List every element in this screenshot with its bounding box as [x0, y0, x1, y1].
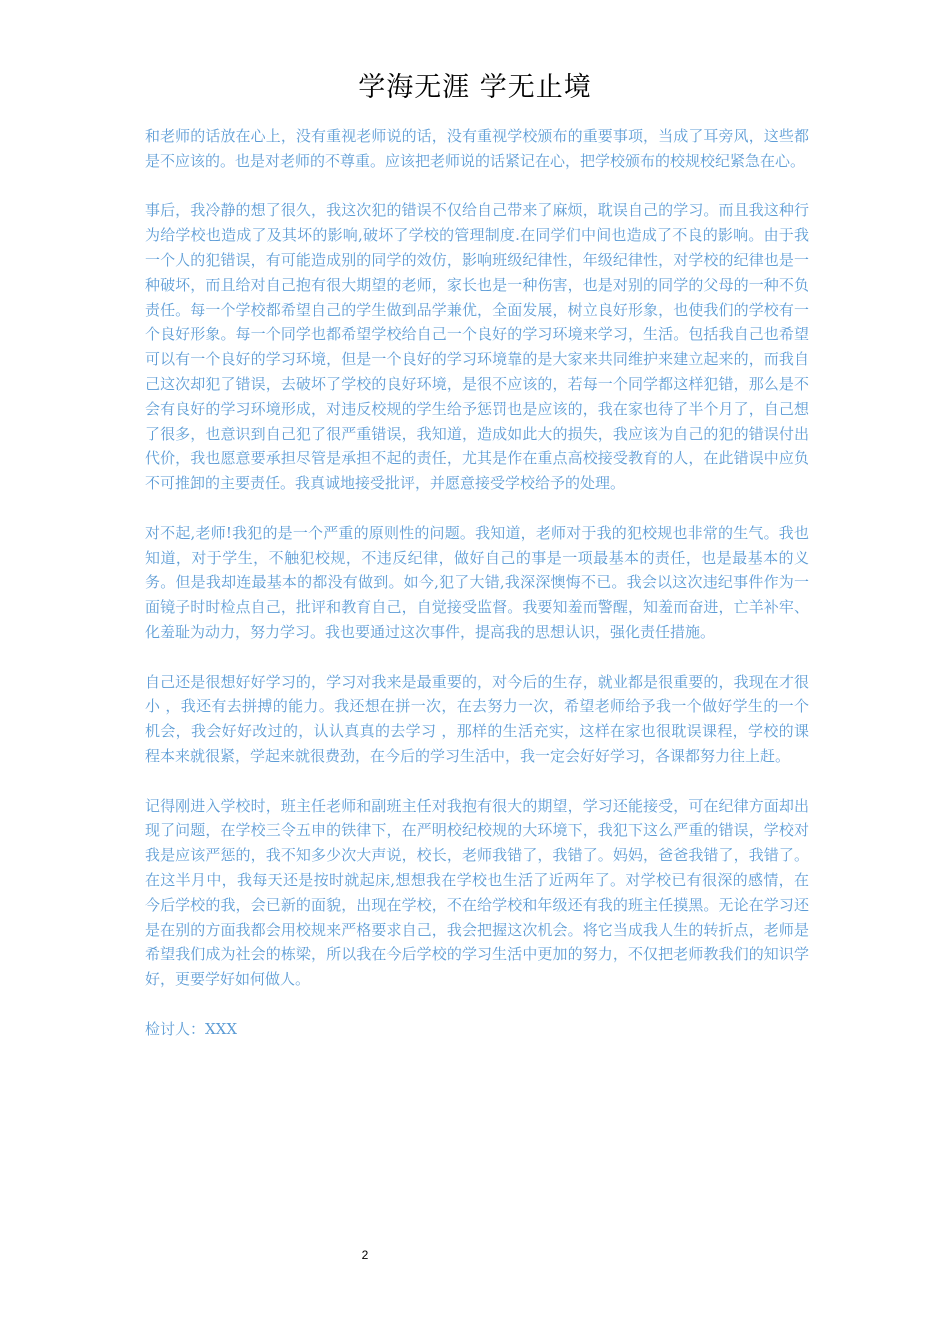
page-number: 2	[361, 1248, 369, 1262]
paragraph-3: 对不起,老师!我犯的是一个严重的原则性的问题。我知道，老师对于我的犯校规也非常的生气。我也知道，对于学生，不触犯校规，不违反纪律，做好自己的事是一项最基本的责任，也是最基本的义务。但是我却连最基本的都没有做到。如今,犯了大错,我深深懊悔不已。我会以这次违纪事件作为一面镜子时时检点自己，批评和教育自己，自觉接受监督。我要知羞而警醒，知羞而奋进，亡羊补牢、化羞耻为动力，努力学习。我也要通过这次事件，提高我的思想认识，强化责任措施。	[145, 523, 809, 641]
document-body	[145, 124, 809, 1041]
paragraph-5: 记得刚进入学校时，班主任老师和副班主任对我抱有很大的期望，学习还能接受，可在纪律方面却出现了问题，在学校三令五申的铁律下，在严明校纪校规的大环境下，我犯下这么严重的错误，学校对我是应该严惩的，我不知多少次大声说，校长，老师我错了，我错了。妈妈，爸爸我错了，我错了。在这半月中，我每天还是按时就起床,想想我在学校也生活了近两年了。对学校已有很深的感情，在今后学校的我，会已新的面貌，出现在学校，不在给学校和年级还有我的班主任摸黑。无论在学习还是在别的方面我都会用校规来严格要求自己，我会把握这次机会。将它当成我人生的转折点，老师是希望我们成为社会的栋梁，所以我在今后学校的学习生活中更加的努力，不仅把老师教我们的知识学好，更要学好如何做人。	[145, 796, 809, 989]
paragraph-2: 事后，我冷静的想了很久，我这次犯的错误不仅给自己带来了麻烦，耽误自己的学习。而且我这种行为给学校也造成了及其坏的影响,破坏了学校的管理制度.在同学们中间也造成了不良的影响。由于我一个人的犯错误，有可能造成别的同学的效仿，影响班级纪律性，年级纪律性，对学校的纪律也是一种破坏，而且给对自己抱有很大期望的老师，家长也是一种伤害，也是对别的同学的父母的一种不负责任。每一个学校都希望自己的学生做到品学兼优，全面发展，树立良好形象，也使我们的学校有一个良好形象。每一个同学也都希望学校给自己一个良好的学习环境来学习，生活。包括我自己也希望可以有一个良好的学习环境，但是一个良好的学习环境靠的是大家来共同维护来建立起来的，而我自己这次却犯了错误，去破坏了学校的良好环境，是很不应该的，若每一个同学都这样犯错，那么是不会有良好的学习环境形成，对违反校规的学生给予惩罚也是应该的，我在家也待了半个月了，自己想了很多，也意识到自己犯了很严重错误，我知道，造成如此大的损失，我应该为自己的犯的错误付出代价，我也愿意要承担尽管是承担不起的责任，尤其是作在重点高校接受教育的人，在此错误中应负不可推卸的主要责任。我真诚地接受批评，并愿意接受学校给予的处理。	[145, 201, 809, 493]
header-title: 学海无涯 学无止境	[358, 72, 592, 103]
paragraph-4: 自己还是很想好好学习的，学习对我来是最重要的，对今后的生存，就业都是很重要的，我现在才很小 ，我还有去拼搏的能力。我还想在拼一次，在去努力一次，希望老师给予我一个做好学生的一个机会，我会好好改过的，认认真真的去学习 ，那样的生活充实，这样在家也很耽误课程，学校的课程本来就很紧，学起来就很费劲，在今后的学习生活中，我一定会好好学习，各课都努力往上赶。	[145, 672, 809, 765]
signature: 检讨人：XXX	[145, 1019, 238, 1038]
paragraph-1: 和老师的话放在心上，没有重视老师说的话，没有重视学校颁布的重要事项，当成了耳旁风，这些都是不应该的。也是对老师的不尊重。应该把老师说的话紧记在心，把学校颁布的校规校纪紧急在心。	[145, 127, 809, 170]
